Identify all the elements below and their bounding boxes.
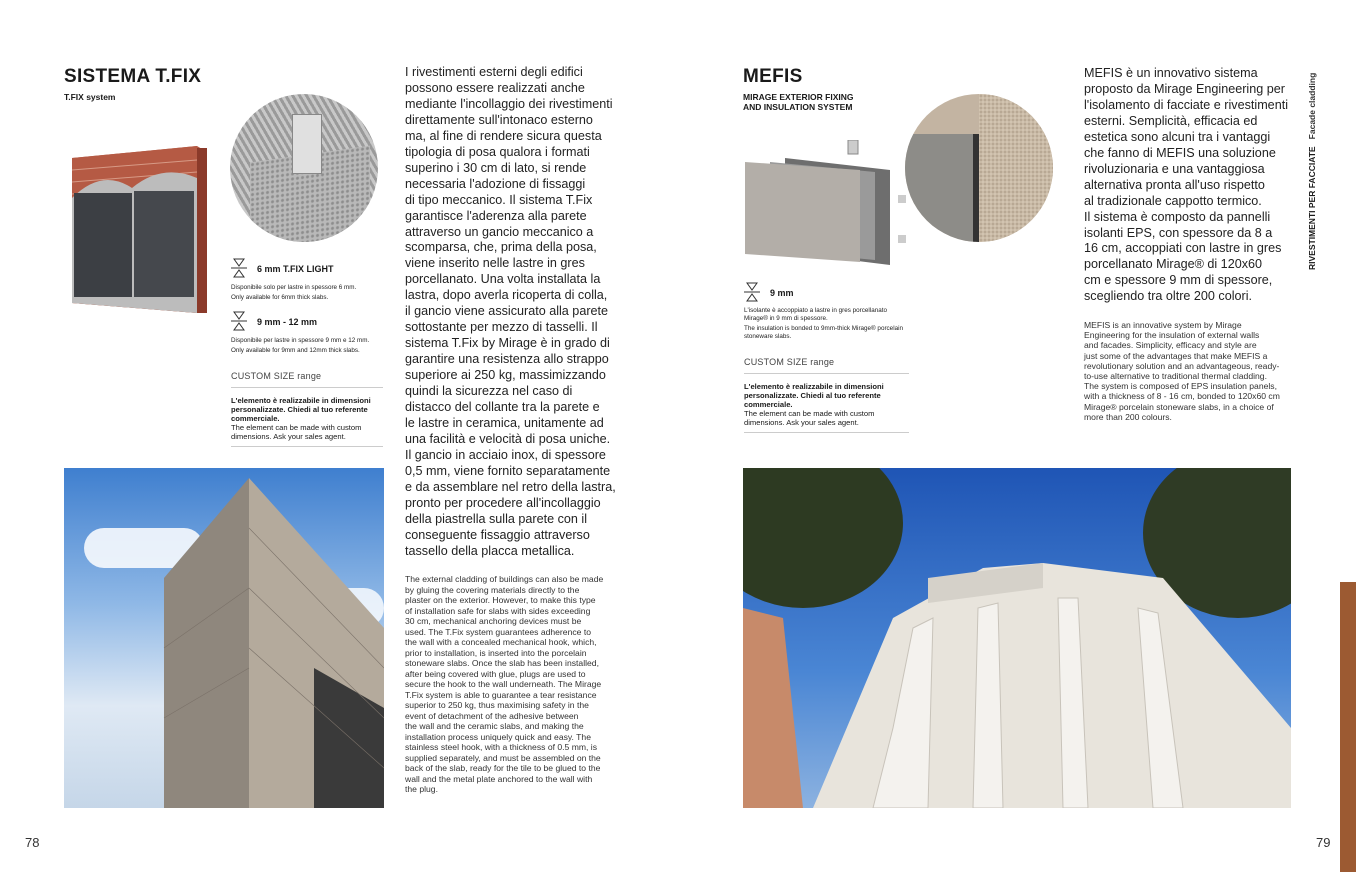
body-text-it: I rivestimenti esterni degli edifici possono essere realizzati anche mediante l'incollaggio dei rivestimenti direttamente sull'intonaco esterno ma, al fine di rendere sicura questa tipologia di posa qualora i formati superino i 30 cm di lato, si rende necessaria l'adozione di fissaggi di tipo meccanico. Il sistema T.Fix garantisce l'aderenza alla parete attraverso un gancio meccanico a scomparsa, che, prima della posa, viene inserito nelle lastre in gres porcellanato. Una volta installata la lastra, dopo averla ricoperta di colla, il gancio viene assicurato alla parete sottostante per mezzo di tasselli. Il sistema T.Fix by Mirage è in grado di garantire una resistenza allo strappo superiore ai 250 kg, massimizzando quindi la sicurezza nel caso di distacco del collante tra la parete e le lastre in ceramica, unitamente ad una facilità e velocità di posa uniche. Il gancio in acciaio inox, di spessore 0,5 mm, viene fornito separatamente e da assemblare nel retro della lastra, pronto per procedere all'incollaggio della piastrella sulla parete con il conseguente fissaggio attraverso tassello della placca metallica.: [405, 65, 616, 558]
section-tab: [1340, 582, 1356, 872]
custom-size-box: CUSTOM SIZE range L'elemento è realizzabile in dimensioni personalizzate. Chiedi al tuo referente commerciale. The element can be made with custom dimensions. Ask your sales agent.: [744, 357, 909, 433]
page-title: MEFIS: [743, 66, 803, 87]
thickness-icon: [231, 258, 247, 280]
body-text-en: The external cladding of buildings can also be made by gluing the covering materials directly to the plaster on the exterior. However, to make this type of installation safe for slabs with sides exceeding 30 cm, mechanical anchoring devices must be used. The T.Fix system guarantees adherence to the wall with a concealed mechanical hook, which, prior to installation, is inserted into the porcelain stoneware slabs. Once the slab has been installed, after being covered with glue, plugs are used to secure the hook to the wall underneath. The Mirage T.Fix system is able to guarantee a tear resistance superior to 250 kg, thus maximising safety in the event of detachment of the adhesive between the wall and the ceramic slabs, and making the installation process uniquely quick and easy. The stainless steel hook, with a thickness of 0.5 mm, is supplied separately, and must be assembled on the back of the slab, ready for the tile to be glued to the wall and the metal plate anchored to the wall with the plug.: [405, 574, 604, 794]
tfix-building-photo: [64, 468, 384, 808]
custom-size-box: CUSTOM SIZE range L'elemento è realizzabile in dimensioni personalizzate. Chiedi al tuo referente commerciale. The element can be made with custom dimensions. Ask your sales agent.: [231, 371, 383, 447]
thickness-icon: [231, 311, 247, 333]
spec-9mm: 9 mm L'isolante è accoppiato a lastre in gres porcellanato Mirage® in 9 mm di spessore. The insulation is bonded to 9mm-thick Mirage® porcelain stoneware slabs.: [744, 282, 909, 341]
page-subtitle: T.FIX system: [64, 92, 116, 102]
thickness-icon: [744, 282, 760, 304]
tfix-hook-detail-image: [230, 94, 378, 242]
body-text-en: MEFIS is an innovative system by Mirage Engineering for the insulation of external walls and facades. Simplicity, efficacy and style are just some of the advantages that make MEFIS a revolutionary solution and an advantageous, ready- to-use alternative to traditional thermal cladding. The system is composed of EPS insulation panels, with a thickness of 8 - 16 cm, bonded to 120x60 cm Mirage® porcelain stoneware slabs, in a choice of more than 200 colours.: [1084, 320, 1280, 422]
page-number-right: 79: [1316, 835, 1331, 850]
section-side-label: RIVESTIMENTI PER FACCIATE Facade cladding: [1307, 72, 1317, 270]
spec-6mm: 6 mm T.FIX LIGHT Disponibile solo per lastre in spessore 6 mm. Only available for 6mm thick slabs.: [231, 258, 383, 303]
mefis-detail-image: [905, 94, 1053, 242]
page-subtitle: MIRAGE EXTERIOR FIXING AND INSULATION SYSTEM: [743, 92, 854, 112]
spec-9-12mm: 9 mm - 12 mm Disponibile per lastre in spessore 9 mm e 12 mm. Only available for 9mm and 12mm thick slabs.: [231, 311, 383, 356]
mefis-building-photo: [743, 468, 1291, 808]
tfix-wall-illustration: [62, 138, 210, 316]
page-title: SISTEMA T.FIX: [64, 66, 202, 87]
body-text-it: MEFIS è un innovativo sistema proposto da Mirage Engineering per l'isolamento di facciate e rivestimenti esterni. Semplicità, efficacia ed estetica sono alcuni tra i vantaggi che fanno di MEFIS una soluzione rivoluzionaria e una vantaggiosa alternativa pronta all'uso rispetto al tradizionale cappotto termico. Il sistema è composto da pannelli isolanti EPS, con spessore da 8 a 16 cm, accoppiati con lastre in gres porcellanato Mirage® di 120x60 cm e spessore 9 mm di spessore, scegliendo tra oltre 200 colori.: [1084, 66, 1288, 304]
mefis-panel-illustration: [740, 140, 910, 270]
page-number-left: 78: [25, 835, 40, 850]
